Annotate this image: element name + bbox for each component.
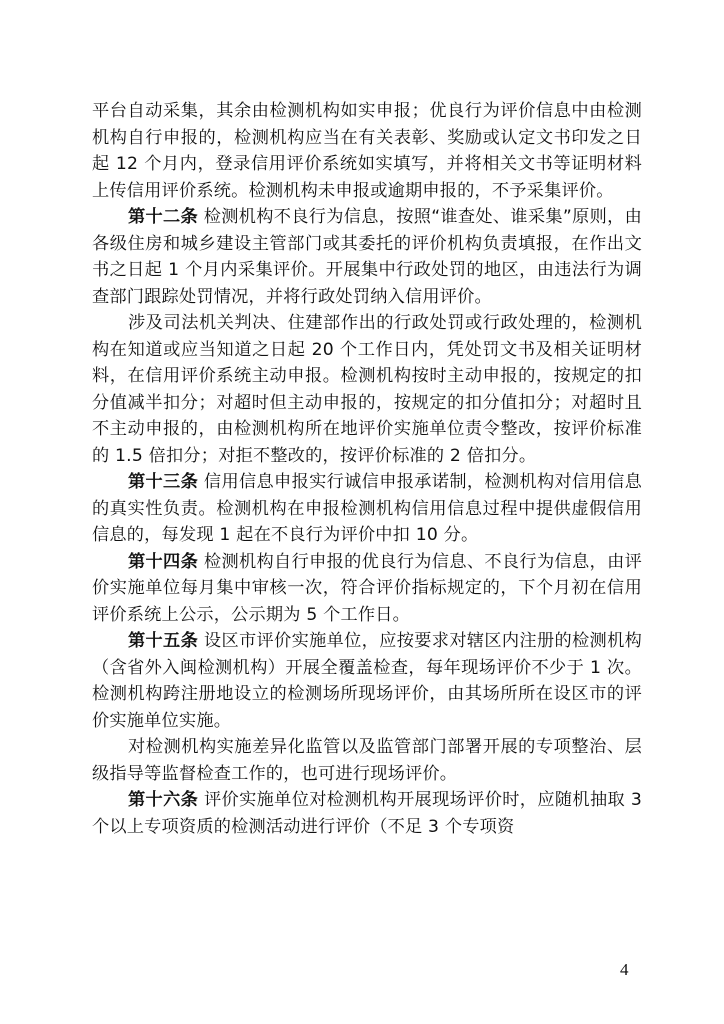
article-16 (92, 787, 642, 840)
paragraph (92, 98, 642, 204)
article-13 (92, 469, 642, 549)
paragraph (92, 310, 642, 469)
paragraph-text: 检测机构自行申报的优良行为信息、不良行为信息，由评价实施单位每月集中审核一次，符合评价指标规定的，下个月初在信用评价系统上公示，公示期为 5 个工作日。 (92, 551, 642, 625)
article-heading: 第十六条 (128, 790, 199, 810)
article-heading: 第十二条 (128, 207, 198, 227)
article-15 (92, 628, 642, 734)
paragraph-text: 检测机构不良行为信息，按照“谁查处、谁采集”原则，由各级住房和城乡建设主管部门或其委托的评价机构负责填报，在作出文书之日起 1 个月内采集评价。开展集中行政处罚的地区，由违法行为调查部门跟踪处罚情况，并将行政处罚纳入信用评价。 (92, 207, 642, 307)
document-body (92, 98, 642, 840)
paragraph-text: 信用信息申报实行诚信申报承诺制，检测机构对信用信息的真实性负责。检测机构在申报检测机构信用信息过程中提供虚假信用信息的，每发现 1 起在不良行为评价中扣 10 分。 (92, 472, 642, 545)
paragraph-text: 设区市评价实施单位，应按要求对辖区内注册的检测机构（含省外入闽检测机构）开展全覆盖检查，每年现场评价不少于 1 次。检测机构跨注册地设立的检测场所现场评价，由其场所所在设区市的评价实施单位实施。 (92, 631, 642, 731)
paragraph-text: 对检测机构实施差异化监管以及监管部门部署开展的专项整治、层级指导等监督检查工作的，也可进行现场评价。 (92, 737, 642, 784)
article-heading: 第十三条 (128, 472, 199, 492)
article-14 (92, 549, 642, 629)
paragraph-text: 涉及司法机关判决、住建部作出的行政处罚或行政处理的，检测机构在知道或应当知道之日起 20 个工作日内，凭处罚文书及相关证明材料，在信用评价系统主动申报。检测机构按时主动申报的，按规定的扣分值减半扣分；对超时但主动申报的，按规定的扣分值扣分；对超时且不主动申报的，由检测机构所在地评价实施单位责令整改，按评价标准的 1.5 倍扣分；对拒不整改的，按评价标准的 2 倍扣分。 (92, 313, 642, 466)
paragraph-text: 评价实施单位对检测机构开展现场评价时，应随机抽取 3 个以上专项资质的检测活动进行评价（不足 3 个专项资 (92, 790, 643, 837)
paragraph-text: 平台自动采集，其余由检测机构如实申报；优良行为评价信息中由检测机构自行申报的，检测机构应当在有关表彰、奖励或认定文书印发之日起 12 个月内，登录信用评价系统如实填写，并将相关文书等证明材料上传信用评价系统。检测机构未申报或逾期申报的，不予采集评价。 (92, 101, 642, 201)
article-heading: 第十五条 (128, 631, 199, 651)
article-heading: 第十四条 (128, 551, 199, 572)
page-number: 4 (620, 960, 629, 979)
article-12 (92, 204, 642, 310)
paragraph (92, 734, 642, 787)
